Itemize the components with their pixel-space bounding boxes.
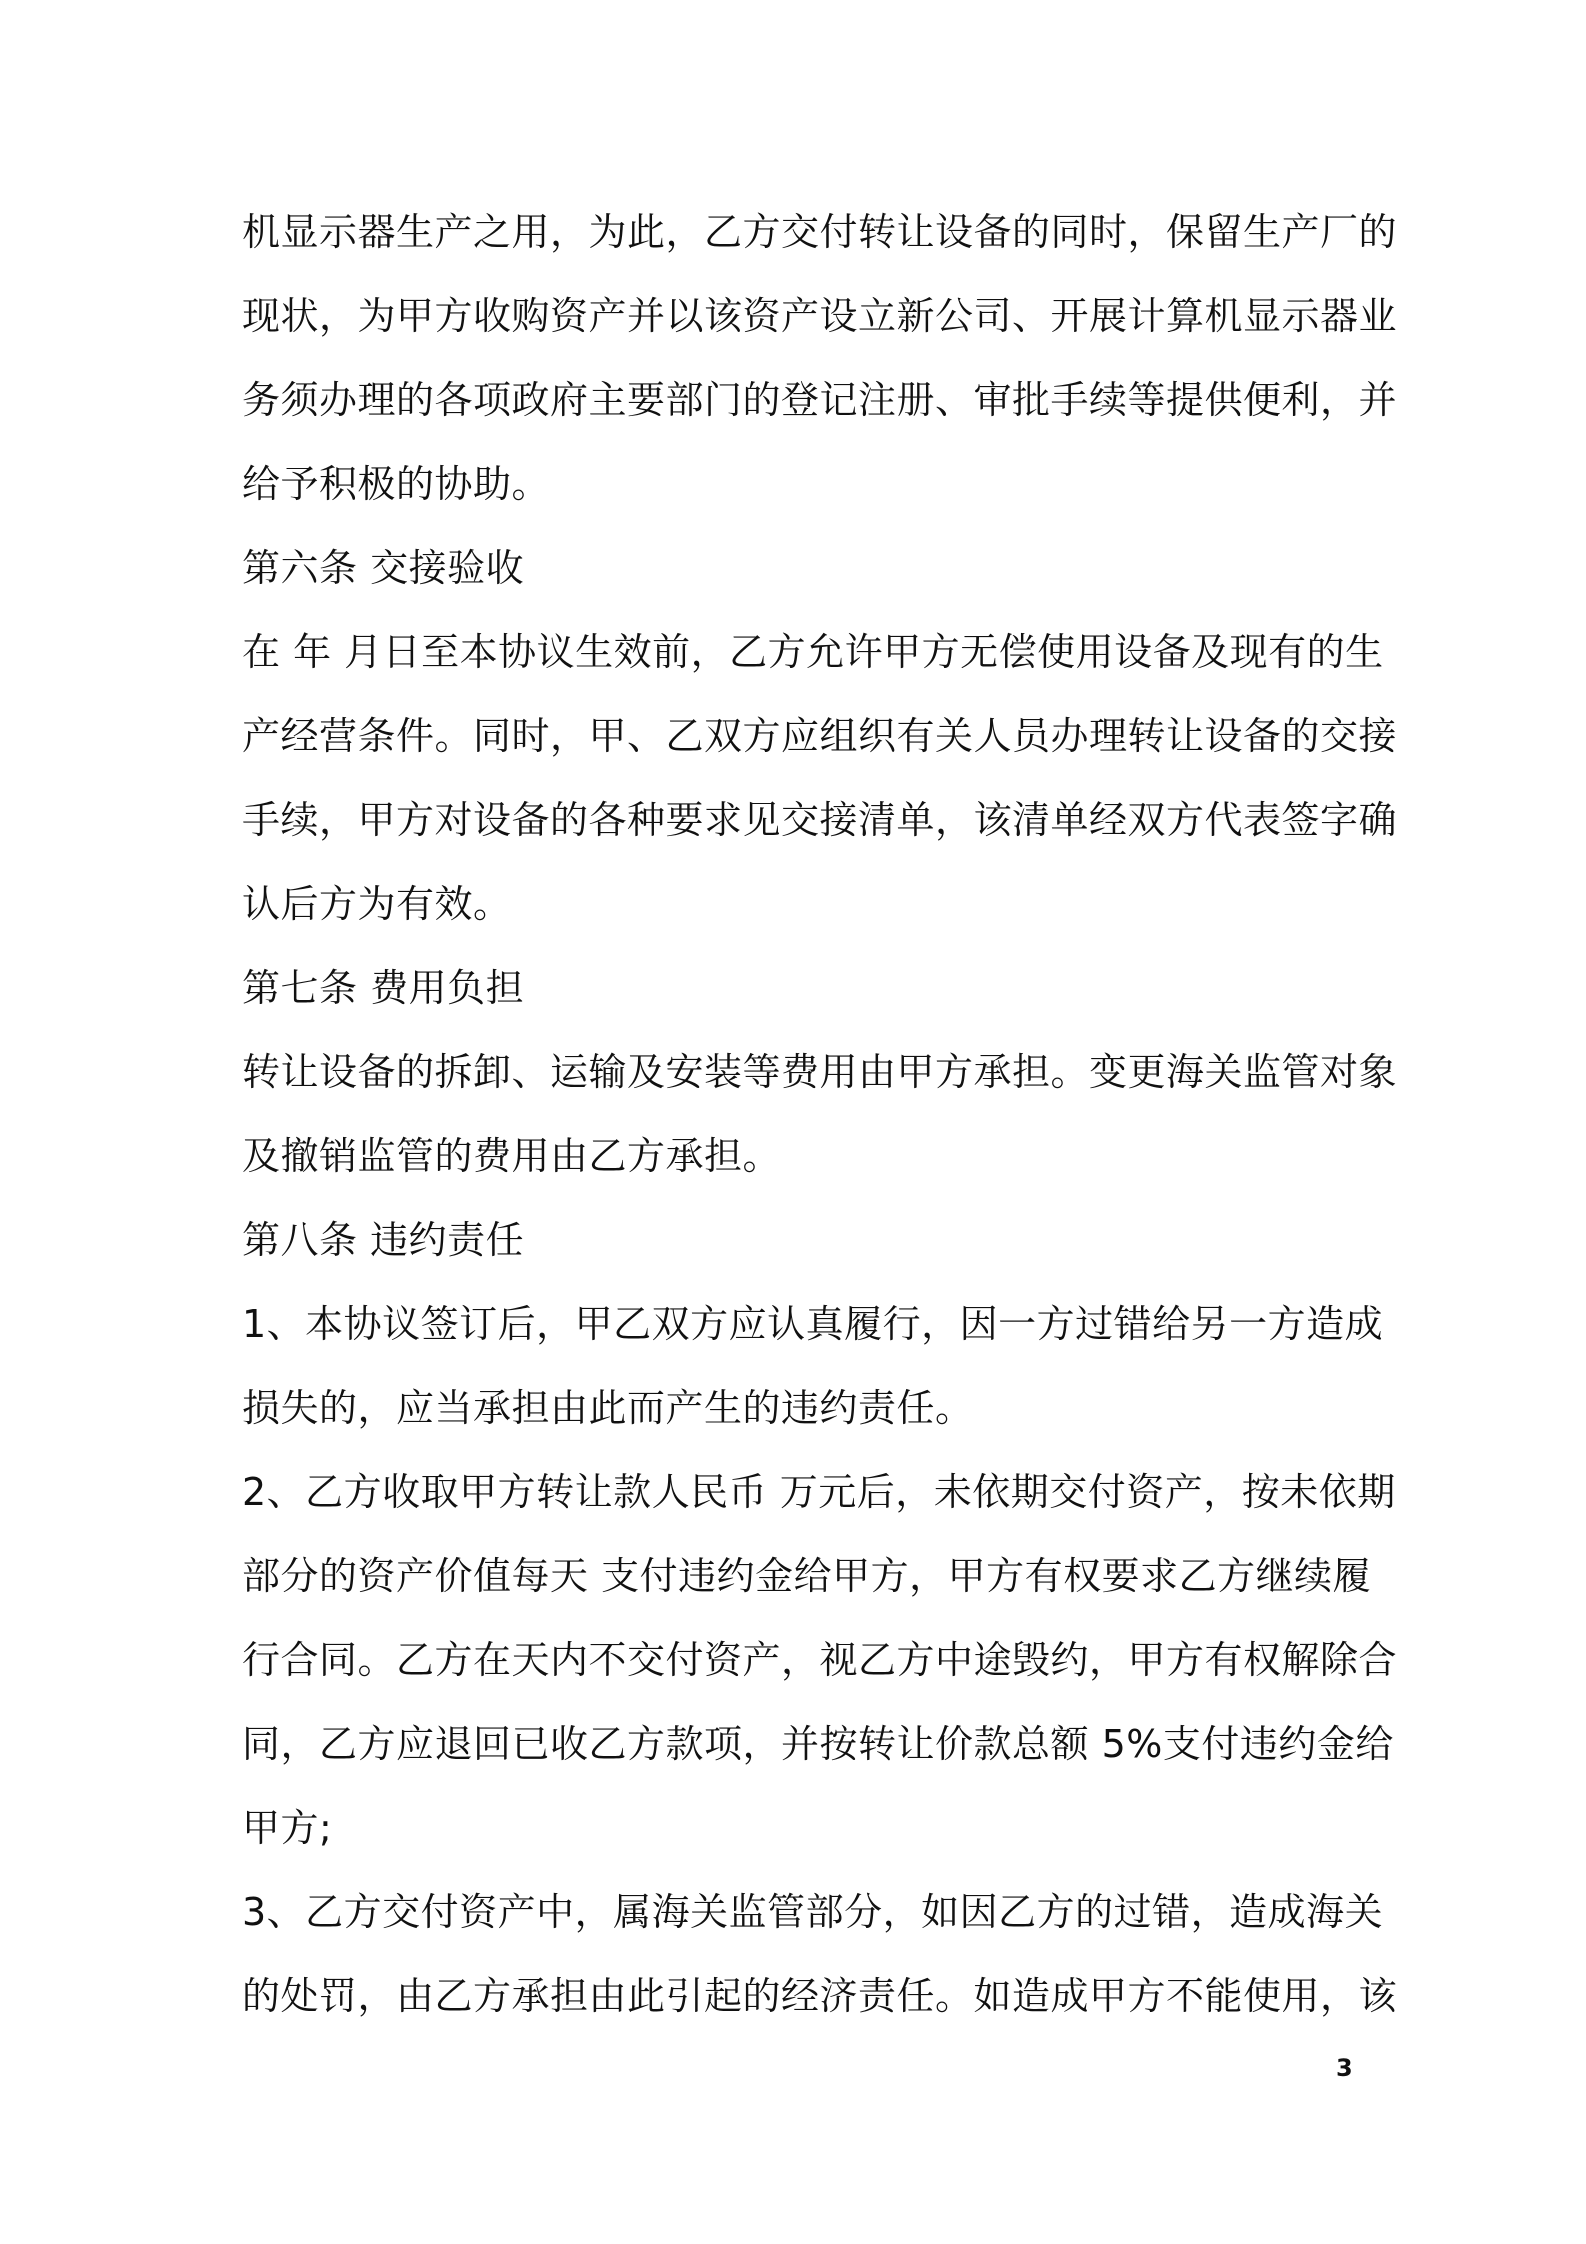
text-line: 的处罚，由乙方承担由此引起的经济责任。如造成甲方不能使用，该: [242, 1974, 1398, 2018]
text-line: 甲方;: [242, 1806, 333, 1850]
text-line: 3、乙方交付资产中，属海关监管部分，如因乙方的过错，造成海关: [242, 1890, 1384, 1934]
text-line: 现状，为甲方收购资产并以该资产设立新公司、开展计算机显示器业: [242, 294, 1398, 338]
text-line: 手续，甲方对设备的各种要求见交接清单，该清单经双方代表签字确: [242, 798, 1398, 842]
section-heading: 第七条 费用负担: [242, 966, 525, 1010]
page-number: 3: [1336, 2054, 1353, 2082]
text-line: 及撤销监管的费用由乙方承担。: [242, 1134, 782, 1178]
text-line: 在 年 月日至本协议生效前，乙方允许甲方无偿使用设备及现有的生: [242, 630, 1384, 674]
text-line: 1、本协议签订后，甲乙双方应认真履行，因一方过错给另一方造成: [242, 1302, 1384, 1346]
text-line: 机显示器生产之用，为此，乙方交付转让设备的同时，保留生产厂的: [242, 210, 1398, 254]
text-line: 产经营条件。同时，甲、乙双方应组织有关人员办理转让设备的交接: [242, 714, 1398, 758]
document-body: [242, 190, 1398, 2038]
text-line: 部分的资产价值每天 支付违约金给甲方，甲方有权要求乙方继续履: [242, 1554, 1372, 1598]
text-line: 2、乙方收取甲方转让款人民币 万元后，未依期交付资产，按未依期: [242, 1470, 1396, 1514]
text-line: 转让设备的拆卸、运输及安装等费用由甲方承担。变更海关监管对象: [242, 1050, 1398, 1094]
text-line: 损失的，应当承担由此而产生的违约责任。: [242, 1386, 974, 1430]
text-line: 务须办理的各项政府主要部门的登记注册、审批手续等提供便利，并: [242, 378, 1398, 422]
text-line: 给予积极的协助。: [242, 462, 551, 506]
text-line: 认后方为有效。: [242, 882, 512, 926]
section-heading: 第六条 交接验收: [242, 546, 525, 590]
text-line: 同，乙方应退回已收乙方款项，并按转让价款总额 5%支付违约金给: [242, 1722, 1394, 1766]
section-heading: 第八条 违约责任: [242, 1218, 525, 1262]
text-line: 行合同。乙方在天内不交付资产，视乙方中途毁约，甲方有权解除合: [242, 1638, 1398, 1682]
